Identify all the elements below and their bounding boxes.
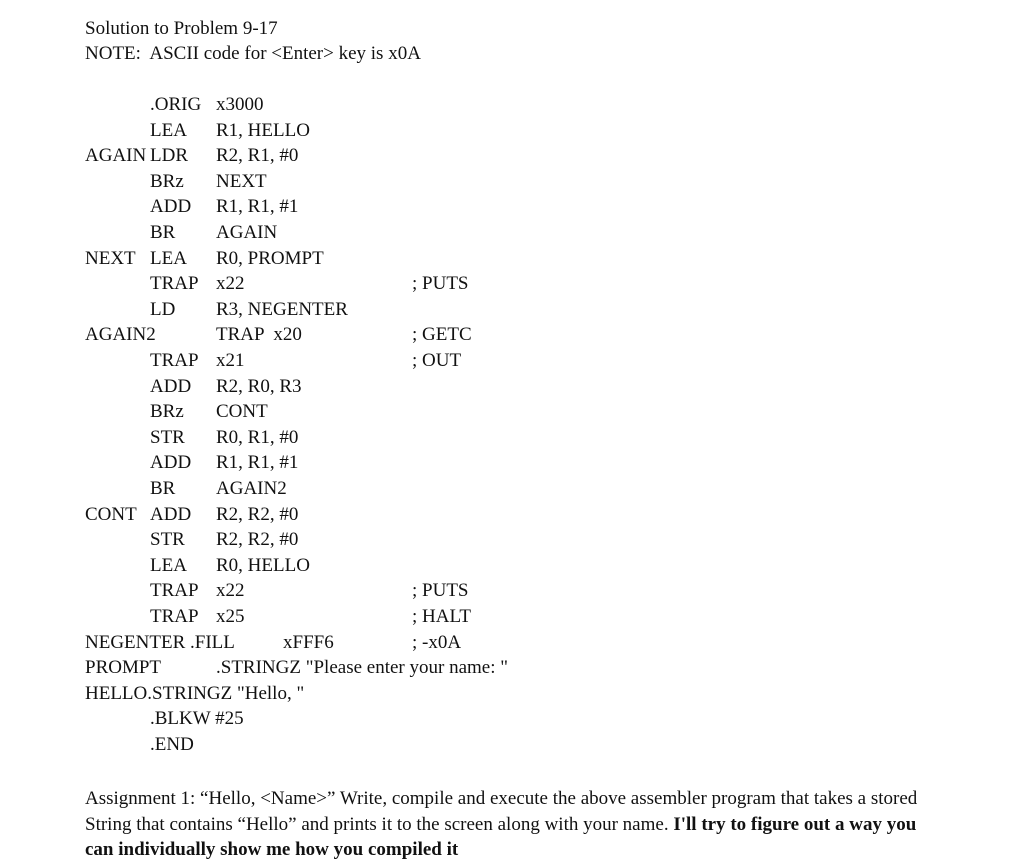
code-line: [0, 349, 1024, 373]
code-op: LDR: [150, 145, 188, 167]
code-line: [0, 451, 1024, 475]
code-op: LEA: [150, 554, 187, 576]
code-line: [0, 400, 1024, 424]
code-args: x22: [216, 273, 245, 295]
code-label: AGAIN2: [85, 324, 156, 346]
code-label: NEGENTER .FILL: [85, 631, 235, 653]
code-line: [0, 605, 1024, 629]
code-line: [0, 426, 1024, 450]
code-op: STR: [150, 529, 185, 551]
code-op: .ORIG: [150, 94, 202, 115]
code-label: HELLO.STRINGZ "Hello, ": [85, 682, 305, 704]
code-args: R0, HELLO: [216, 554, 310, 576]
code-args: AGAIN: [216, 222, 278, 243]
code-args: x25: [216, 606, 245, 627]
code-line: [0, 170, 1024, 194]
code-args: x3000: [216, 94, 264, 115]
code-op: BR: [150, 478, 176, 499]
code-args: NEXT: [216, 170, 267, 192]
code-comment: ; HALT: [412, 606, 471, 627]
code-op: LEA: [150, 119, 187, 141]
code-op: LEA: [150, 247, 187, 269]
assignment-text: Assignment 1: “Hello, <Name>” Write, compile and execute the above assembler program that takes a stored String that contains “Hello” and prints it to the screen along with your name.: [85, 788, 918, 835]
code-op: ADD: [150, 375, 192, 397]
code-label: CONT: [85, 503, 137, 525]
code-comment: ; GETC: [412, 324, 472, 346]
code-label: AGAIN: [85, 145, 147, 167]
code-args: xFFF6: [283, 631, 334, 653]
code-comment: ; PUTS: [412, 273, 469, 295]
code-line: [0, 528, 1024, 552]
code-args: R0, R1, #0: [216, 426, 299, 448]
ascii-note: NOTE: ASCII code for <Enter> key is x0A: [85, 43, 421, 64]
code-line: [0, 298, 1024, 322]
code-line: [0, 144, 1024, 168]
code-args: AGAIN2: [216, 478, 287, 499]
code-args: .STRINGZ "Please enter your name: ": [216, 657, 508, 679]
code-op: ADD: [150, 196, 192, 218]
code-args: R3, NEGENTER: [216, 298, 348, 320]
code-line: [0, 195, 1024, 219]
code-op: TRAP: [150, 580, 199, 602]
code-label: PROMPT: [85, 657, 162, 679]
code-op: STR: [150, 426, 185, 448]
code-line: [0, 323, 1024, 347]
code-line: [0, 477, 1024, 501]
code-args: x21: [216, 350, 245, 371]
code-op: TRAP: [150, 606, 199, 627]
code-args: R2, R0, R3: [216, 375, 302, 397]
code-line: [0, 247, 1024, 271]
code-op: ADD: [150, 503, 192, 525]
code-line: [0, 579, 1024, 603]
document-title: Solution to Problem 9-17: [85, 18, 278, 39]
code-op: BRz: [150, 401, 184, 423]
code-args: R0, PROMPT: [216, 247, 324, 269]
assignment-paragraph: [85, 786, 945, 863]
code-args: R2, R2, #0: [216, 529, 299, 551]
code-op: TRAP: [150, 350, 199, 371]
code-label: NEXT: [85, 247, 136, 269]
code-line: [0, 119, 1024, 143]
code-line: [0, 221, 1024, 245]
code-line: [0, 272, 1024, 296]
code-comment: ; -x0A: [412, 631, 462, 653]
code-line: [0, 733, 1024, 757]
code-line: [0, 656, 1024, 680]
code-op: .BLKW #25: [150, 708, 244, 730]
code-args: CONT: [216, 401, 268, 423]
code-op: BR: [150, 222, 176, 243]
code-op: LD: [150, 298, 176, 320]
code-line: [0, 682, 1024, 706]
assignment-bold-text: I'll try to figure out a way you can individually show me how you compiled it: [85, 813, 917, 860]
code-args: x22: [216, 580, 245, 602]
code-args: R1, HELLO: [216, 119, 310, 141]
code-line: [0, 554, 1024, 578]
code-comment: ; PUTS: [412, 580, 469, 602]
code-args: R2, R2, #0: [216, 503, 299, 525]
code-args: R2, R1, #0: [216, 145, 299, 167]
code-line: [0, 631, 1024, 655]
code-line: [0, 707, 1024, 731]
code-op: TRAP: [150, 273, 199, 295]
code-args: R1, R1, #1: [216, 196, 299, 218]
code-line: [0, 503, 1024, 527]
code-op: .END: [150, 734, 194, 755]
code-op: BRz: [150, 170, 184, 192]
code-args: R1, R1, #1: [216, 452, 299, 474]
code-comment: ; OUT: [412, 350, 462, 371]
code-line: [0, 93, 1024, 117]
code-op: ADD: [150, 452, 192, 474]
code-line: [0, 375, 1024, 399]
code-args: TRAP x20: [216, 324, 302, 346]
